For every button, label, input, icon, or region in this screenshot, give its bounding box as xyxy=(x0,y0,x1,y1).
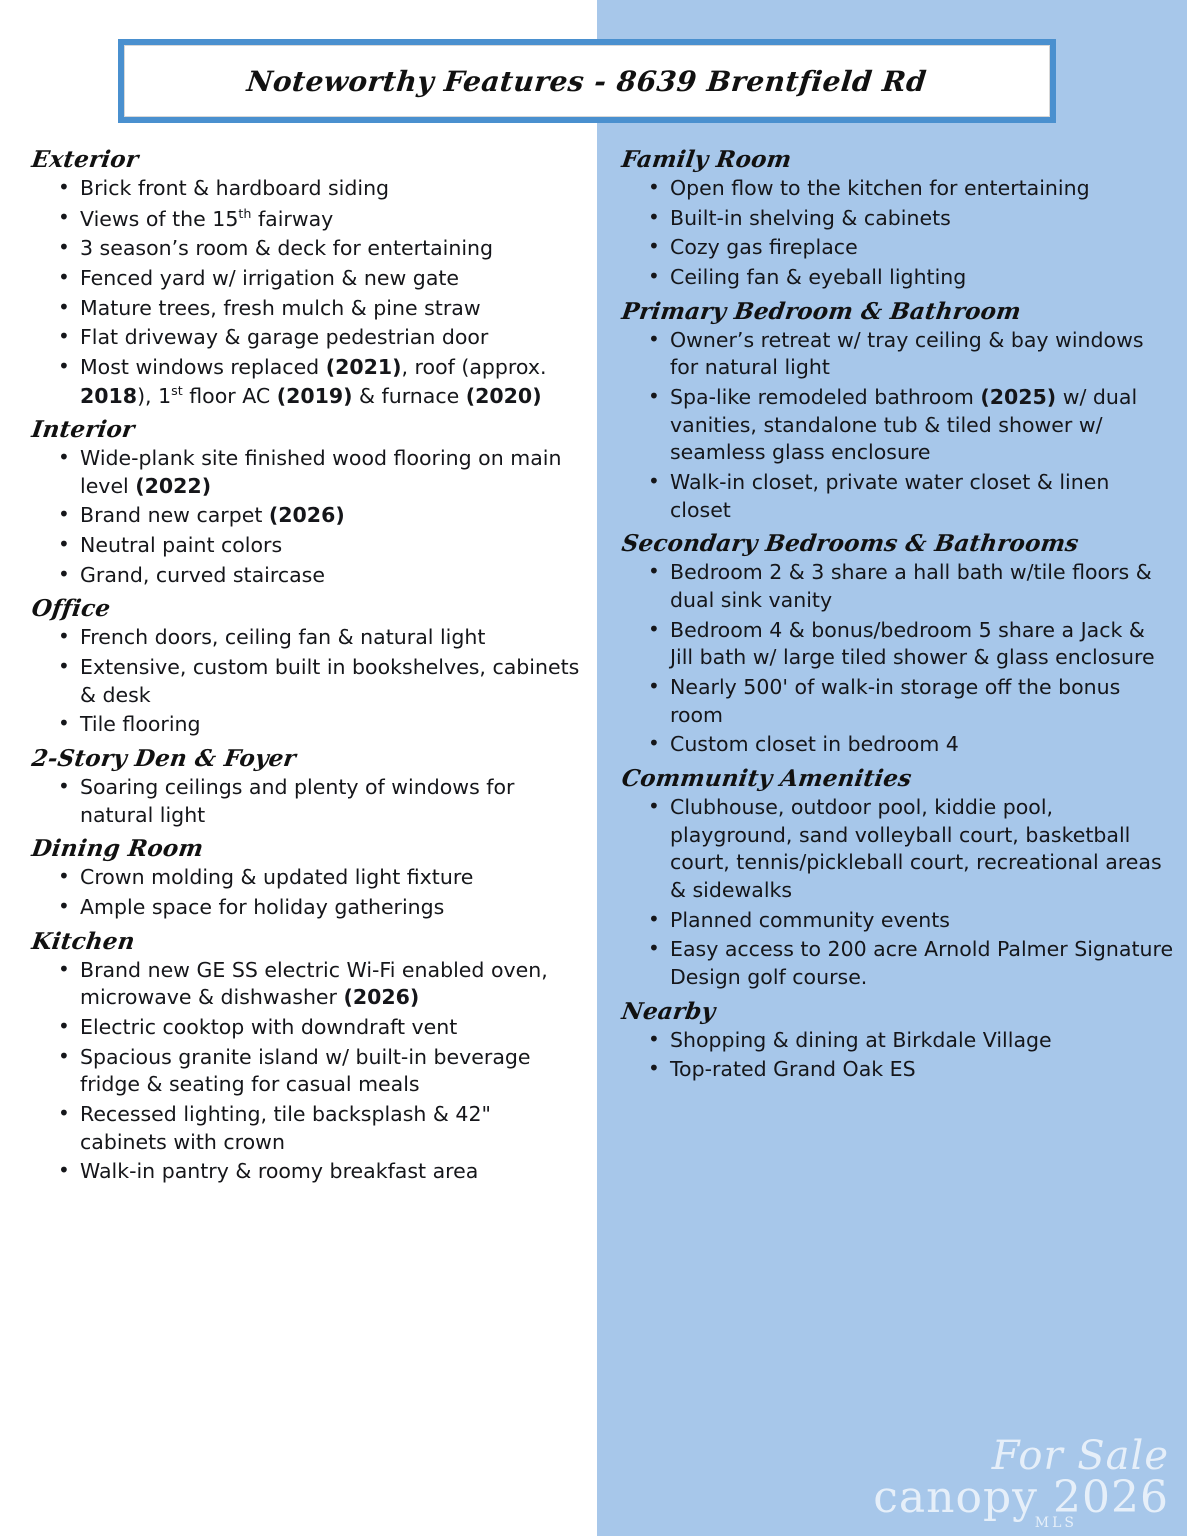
feature-list xyxy=(22,957,582,1186)
watermark-canopy-text: canopy xyxy=(873,1472,1039,1523)
list-item: • Most windows replaced (2021), roof (approx. 2018), 1st floor AC (2019) & furnace (2020) xyxy=(52,354,582,410)
feature-list xyxy=(22,774,582,829)
section-heading: Primary Bedroom & Bathroom xyxy=(620,297,1023,325)
watermark-mls: MLS xyxy=(1034,1515,1077,1531)
title-banner-inner xyxy=(124,45,1050,117)
section-heading: Office xyxy=(30,595,113,623)
title-banner xyxy=(118,39,1056,123)
list-item: • Cozy gas fireplace xyxy=(642,234,1174,262)
feature-section xyxy=(22,595,582,739)
feature-section xyxy=(612,146,1174,292)
list-item: • Shopping & dining at Birkdale Village xyxy=(642,1027,1174,1055)
feature-list xyxy=(22,864,582,921)
list-item: • Brand new carpet (2026) xyxy=(52,502,582,530)
feature-section xyxy=(22,835,582,921)
watermark-year: 2026 xyxy=(1053,1472,1169,1523)
list-item: • Open flow to the kitchen for entertaining xyxy=(642,175,1174,203)
feature-section xyxy=(22,928,582,1186)
list-item: • Bedroom 2 & 3 share a hall bath w/tile floors & dual sink vanity xyxy=(642,559,1174,614)
list-item: • Extensive, custom built in bookshelves, cabinets & desk xyxy=(52,654,582,709)
section-heading: Exterior xyxy=(30,146,141,173)
section-heading: Nearby xyxy=(620,997,718,1025)
right-column xyxy=(612,140,1174,1088)
feature-list xyxy=(22,175,582,410)
feature-section xyxy=(612,530,1174,759)
list-item: • Flat driveway & garage pedestrian door xyxy=(52,324,582,352)
list-item: • Ample space for holiday gatherings xyxy=(52,894,582,922)
list-item: • Brand new GE SS electric Wi-Fi enabled oven, microwave & dishwasher (2026) xyxy=(52,957,582,1012)
section-heading: 2-Story Den & Foyer xyxy=(30,745,298,773)
list-item: • Grand, curved staircase xyxy=(52,562,582,590)
list-item: • 3 season’s room & deck for entertaining xyxy=(52,235,582,263)
list-item: • Clubhouse, outdoor pool, kiddie pool, playground, sand volleyball court, basketball court, tennis/pickleball court, recreational areas & sidewalks xyxy=(642,794,1174,905)
list-item: • Easy access to 200 acre Arnold Palmer Signature Design golf course. xyxy=(642,936,1174,991)
list-item: • Custom closet in bedroom 4 xyxy=(642,731,1174,759)
feature-list xyxy=(612,175,1174,292)
watermark-for-sale: For Sale xyxy=(991,1433,1169,1479)
left-column xyxy=(22,140,582,1190)
list-item: • Wide-plank site finished wood flooring on main level (2022) xyxy=(52,445,582,500)
list-item: • Views of the 15th fairway xyxy=(52,205,582,234)
list-item: • Electric cooktop with downdraft vent xyxy=(52,1014,582,1042)
list-item: • Brick front & hardboard siding xyxy=(52,175,582,203)
list-item: • Recessed lighting, tile backsplash & 42" cabinets with crown xyxy=(52,1101,582,1156)
list-item: • Planned community events xyxy=(642,907,1174,935)
section-heading: Dining Room xyxy=(30,835,206,863)
list-item: • Crown molding & updated light fixture xyxy=(52,864,582,892)
feature-list xyxy=(22,624,582,739)
feature-section xyxy=(22,416,582,589)
list-item: • Ceiling fan & eyeball lighting xyxy=(642,264,1174,292)
list-item: • Neutral paint colors xyxy=(52,532,582,560)
list-item: • Owner’s retreat w/ tray ceiling & bay windows for natural light xyxy=(642,327,1174,382)
section-heading: Interior xyxy=(30,416,137,444)
list-item: • French doors, ceiling fan & natural light xyxy=(52,624,582,652)
list-item: • Mature trees, fresh mulch & pine straw xyxy=(52,295,582,323)
feature-section xyxy=(612,765,1174,992)
feature-list xyxy=(612,1027,1174,1084)
feature-list xyxy=(612,559,1174,759)
list-item: • Bedroom 4 & bonus/bedroom 5 share a Jack & Jill bath w/ large tiled shower & glass enclosure xyxy=(642,617,1174,672)
feature-section xyxy=(22,146,582,410)
feature-list xyxy=(612,327,1174,525)
list-item: • Spacious granite island w/ built-in beverage fridge & seating for casual meals xyxy=(52,1044,582,1099)
section-heading: Kitchen xyxy=(30,927,137,955)
list-item: • Walk-in pantry & roomy breakfast area xyxy=(52,1158,582,1186)
list-item: • Fenced yard w/ irrigation & new gate xyxy=(52,265,582,293)
list-item: • Top-rated Grand Oak ES xyxy=(642,1056,1174,1084)
section-heading: Family Room xyxy=(620,146,794,173)
feature-section xyxy=(612,298,1174,525)
feature-list xyxy=(22,445,582,589)
list-item: • Tile flooring xyxy=(52,711,582,739)
list-item: • Spa-like remodeled bathroom (2025) w/ dual vanities, standalone tub & tiled shower w/ seamless glass enclosure xyxy=(642,384,1174,467)
list-item: • Walk-in closet, private water closet & linen closet xyxy=(642,469,1174,524)
feature-section xyxy=(612,998,1174,1084)
section-heading: Secondary Bedrooms & Bathrooms xyxy=(620,530,1081,558)
list-item: • Built-in shelving & cabinets xyxy=(642,205,1174,233)
page-title: Noteworthy Features - 8639 Brentfield Rd xyxy=(245,64,929,98)
list-item: • Nearly 500' of walk-in storage off the bonus room xyxy=(642,674,1174,729)
feature-section xyxy=(22,745,582,829)
feature-list xyxy=(612,794,1174,992)
list-item: • Soaring ceilings and plenty of windows for natural light xyxy=(52,774,582,829)
section-heading: Community Amenities xyxy=(620,765,914,793)
